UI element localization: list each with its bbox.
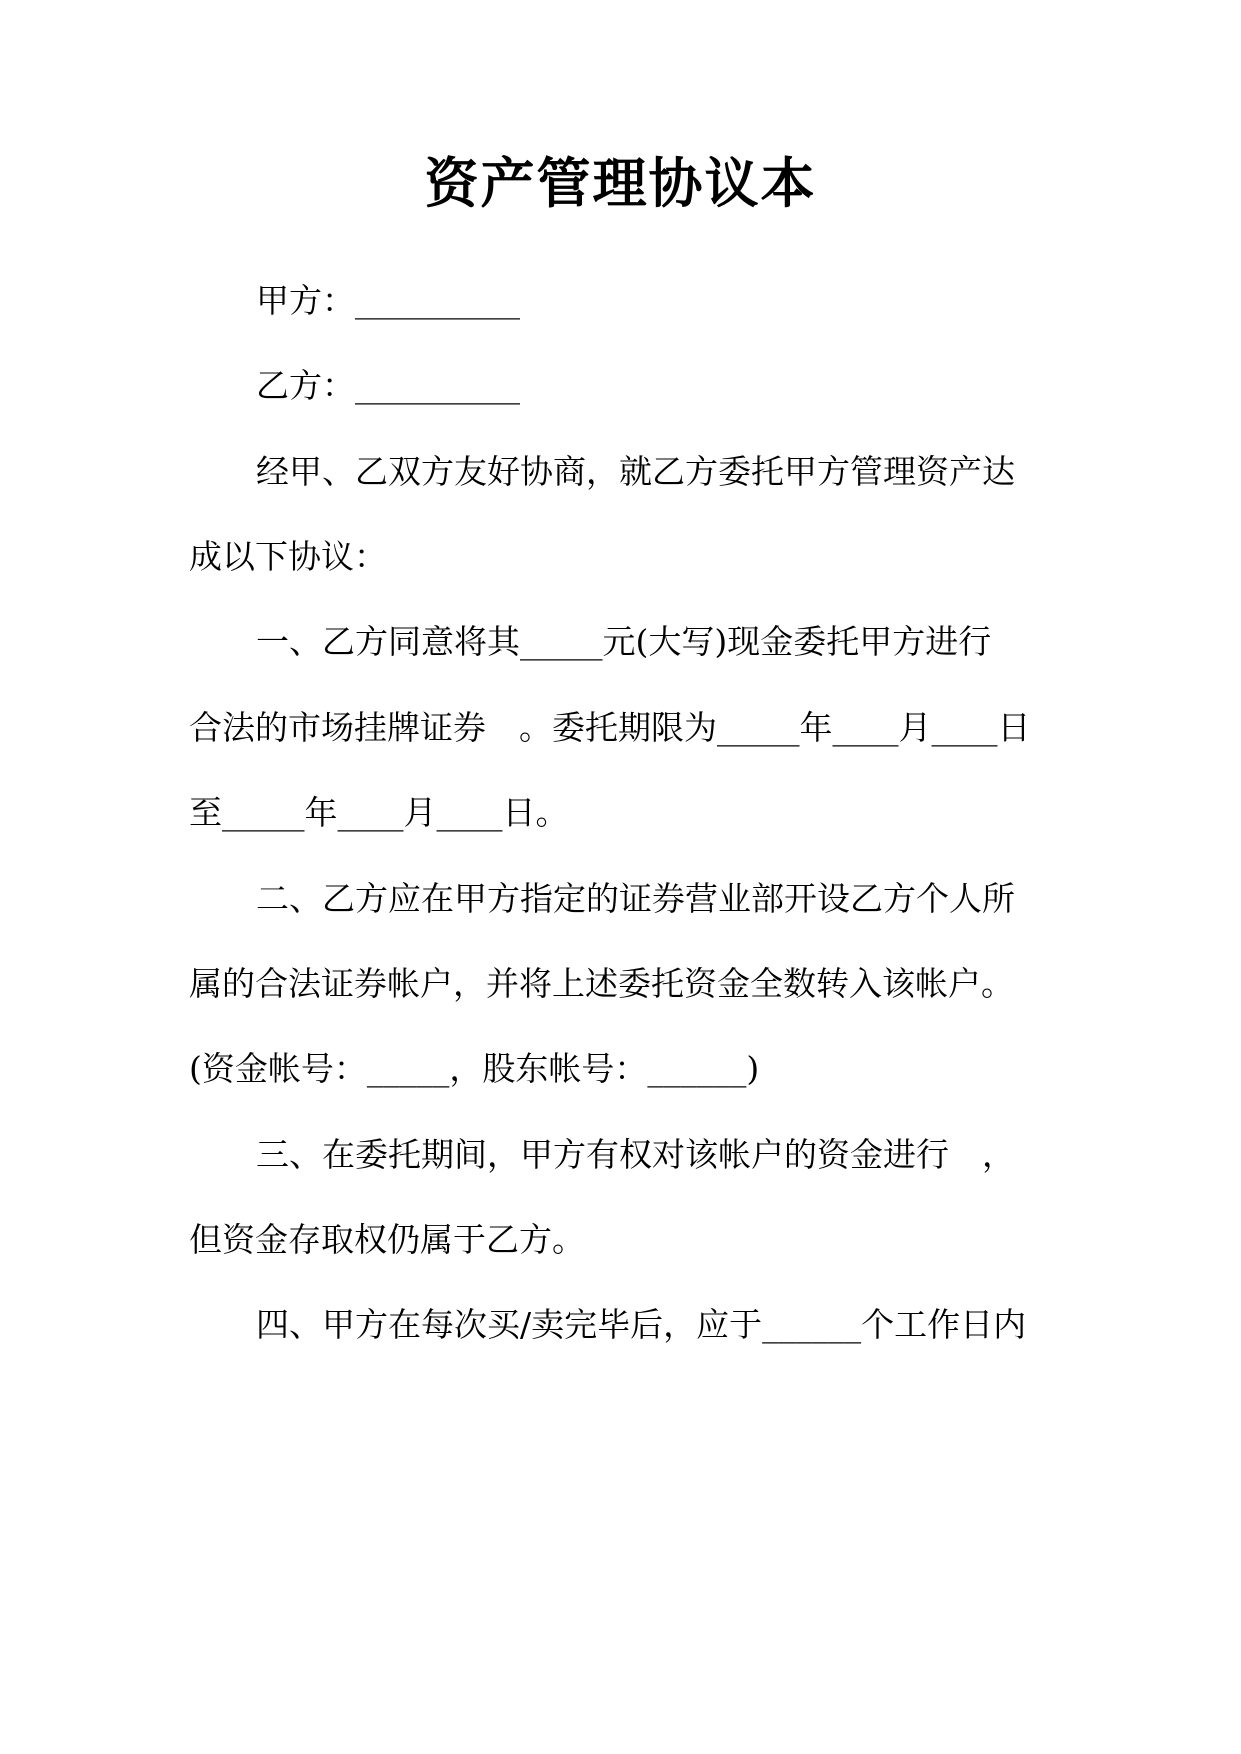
preamble-line-1: 经甲、乙双方友好协商，就乙方委托甲方管理资产达 <box>256 452 1015 491</box>
party-a-line: 甲方：__________ <box>256 281 520 320</box>
clause-1-line-1: 一、乙方同意将其_____元(大写)现金委托甲方进行 <box>256 622 992 661</box>
clause-2-line-1: 二、乙方应在甲方指定的证券营业部开设乙方个人所 <box>256 879 1015 918</box>
clause-2-line-3: (资金帐号：_____，股东帐号：______) <box>189 1049 760 1088</box>
document-title: 资产管理协议本 <box>424 151 817 215</box>
clause-1-line-2: 合法的市场挂牌证券 。委托期限为_____年____月____日 <box>189 708 1031 747</box>
preamble-line-2: 成以下协议： <box>189 537 387 576</box>
clause-3-line-1: 三、在委托期间，甲方有权对该帐户的资金进行 ， <box>256 1135 1015 1174</box>
clause-1-line-3: 至_____年____月____日。 <box>189 793 569 832</box>
clause-4-line-1: 四、甲方在每次买/卖完毕后，应于______个工作日内 <box>256 1305 1027 1344</box>
clause-2-line-2: 属的合法证券帐户，并将上述委托资金全数转入该帐户。 <box>189 964 1014 1003</box>
party-b-line: 乙方：__________ <box>256 366 520 405</box>
clause-3-line-2: 但资金存取权仍属于乙方。 <box>189 1220 585 1259</box>
